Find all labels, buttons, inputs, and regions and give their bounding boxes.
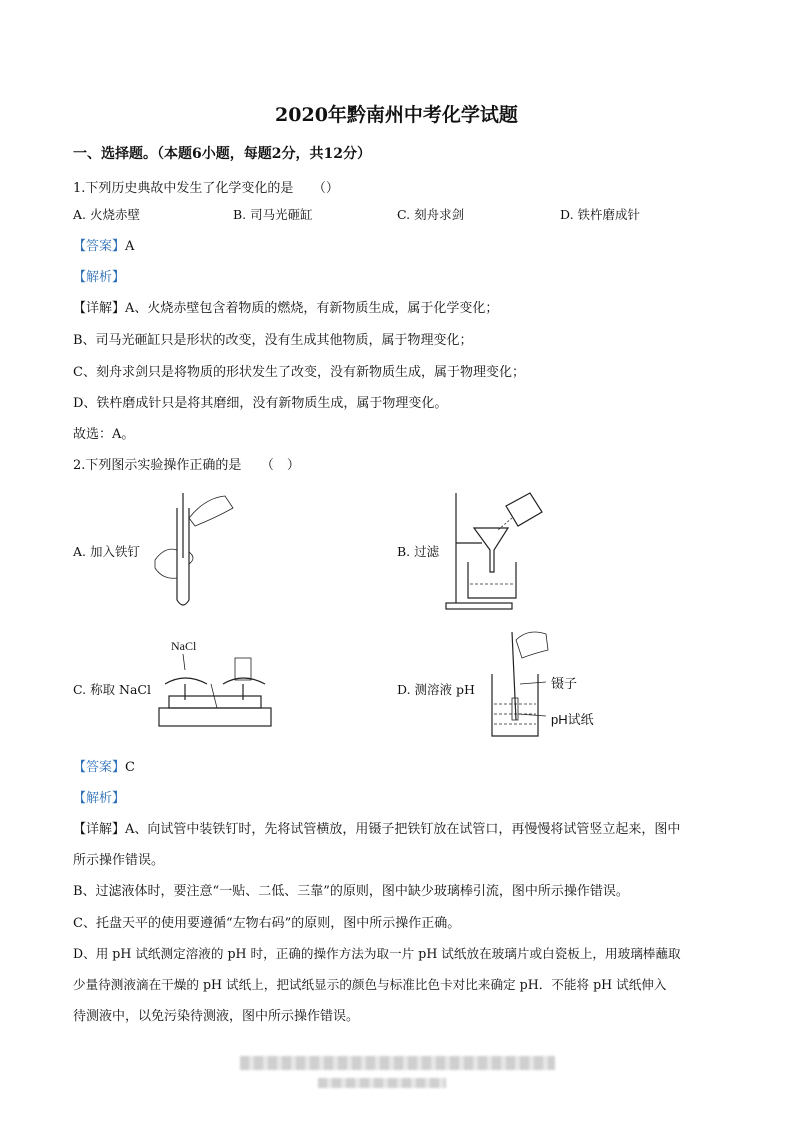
q1-option-c: C. 刻舟求剑 [397, 207, 465, 222]
q1-detail-line-3: C、刻舟求剑只是将物质的形状发生了改变，没有新物质生成，属于物理变化； [73, 365, 525, 380]
q2-detail-line-3: B、过滤液体时，要注意“一贴、二低、三靠”的原则，图中缺少玻璃棒引流，图中所示操作错误。 [73, 884, 629, 899]
q1-option-d: D. 铁杵磨成针 [560, 207, 641, 222]
q2-detail-line-1 [73, 818, 680, 837]
answer-tag: 【答案】 [73, 760, 126, 775]
nacl-label: NaCl [171, 639, 197, 653]
balance-figure [155, 632, 275, 732]
answer-tag: 【答案】 [73, 239, 126, 254]
detail-tag: 【详解】 [73, 822, 126, 837]
q2-detail-line-6: 少量待测液滴在干燥的 pH 试纸上，把试纸显示的颜色与标准比色卡对比来确定 pH．不能将 pH 试纸伸入 [73, 977, 667, 992]
q2-detail-line-2: 所示操作错误。 [73, 853, 165, 868]
q1-analysis-tag: 【解析】 [73, 270, 126, 285]
q2-analysis-tag: 【解析】 [73, 791, 126, 806]
answer-value: A [125, 239, 135, 254]
q2-option-d: D. 测溶液 pH [397, 682, 475, 697]
section-heading: 一、选择题。（本题6小题，每题2分，共12分） [73, 146, 371, 162]
ph-test-figure [488, 628, 558, 740]
answer-value: C [125, 760, 135, 775]
question-2-stem: 2.下列图示实验操作正确的是 （ ） [73, 458, 300, 473]
q2-detail-line-5: D、用 pH 试纸测定溶液的 pH 时，正确的操作方法为取一片 pH 试纸放在玻璃片或白瓷板上，用玻璃棒蘸取 [73, 946, 681, 961]
detail-text: A、向试管中装铁钉时，先将试管横放，用镊子把铁钉放在试管口，再慢慢将试管竖立起来，图中 [125, 822, 681, 837]
question-1-stem: 1.下列历史典故中发生了化学变化的是 （） [73, 181, 339, 196]
q1-option-b: B. 司马光砸缸 [233, 207, 313, 222]
ph-paper-label: pH试纸 [551, 712, 594, 727]
q1-answer [73, 235, 134, 254]
q1-detail-line-2: B、司马光砸缸只是形状的改变，没有生成其他物质，属于物理变化； [73, 333, 473, 348]
page-title: 2020年黔南州中考化学试题 [275, 104, 518, 126]
q1-detail-line-4: D、铁杵磨成针只是将其磨细，没有新物质生成，属于物理变化。 [73, 396, 448, 411]
q2-option-c: C. 称取 NaCl [73, 682, 151, 697]
blurred-footer-2 [318, 1078, 446, 1088]
detail-text: A、火烧赤壁包含着物质的燃烧，有新物质生成，属于化学变化； [125, 301, 499, 316]
q2-detail-line-4: C、托盘天平的使用要遵循“左物右码”的原则，图中所示操作正确。 [73, 916, 461, 931]
tweezers-label: 镊子 [551, 676, 578, 691]
q1-conclusion: 故选：A。 [73, 427, 135, 442]
blurred-footer [240, 1056, 555, 1070]
q2-detail-line-7: 待测液中，以免污染待测液，图中所示操作错误。 [73, 1009, 360, 1024]
filtration-figure [440, 488, 550, 613]
q2-answer [73, 756, 135, 775]
q1-option-a: A. 火烧赤壁 [73, 207, 140, 222]
detail-tag: 【详解】 [73, 301, 126, 316]
q1-detail-line-1 [73, 297, 498, 316]
test-tube-figure [145, 488, 240, 613]
q2-option-b: B. 过滤 [397, 544, 440, 559]
q2-option-a: A. 加入铁钉 [73, 544, 140, 559]
